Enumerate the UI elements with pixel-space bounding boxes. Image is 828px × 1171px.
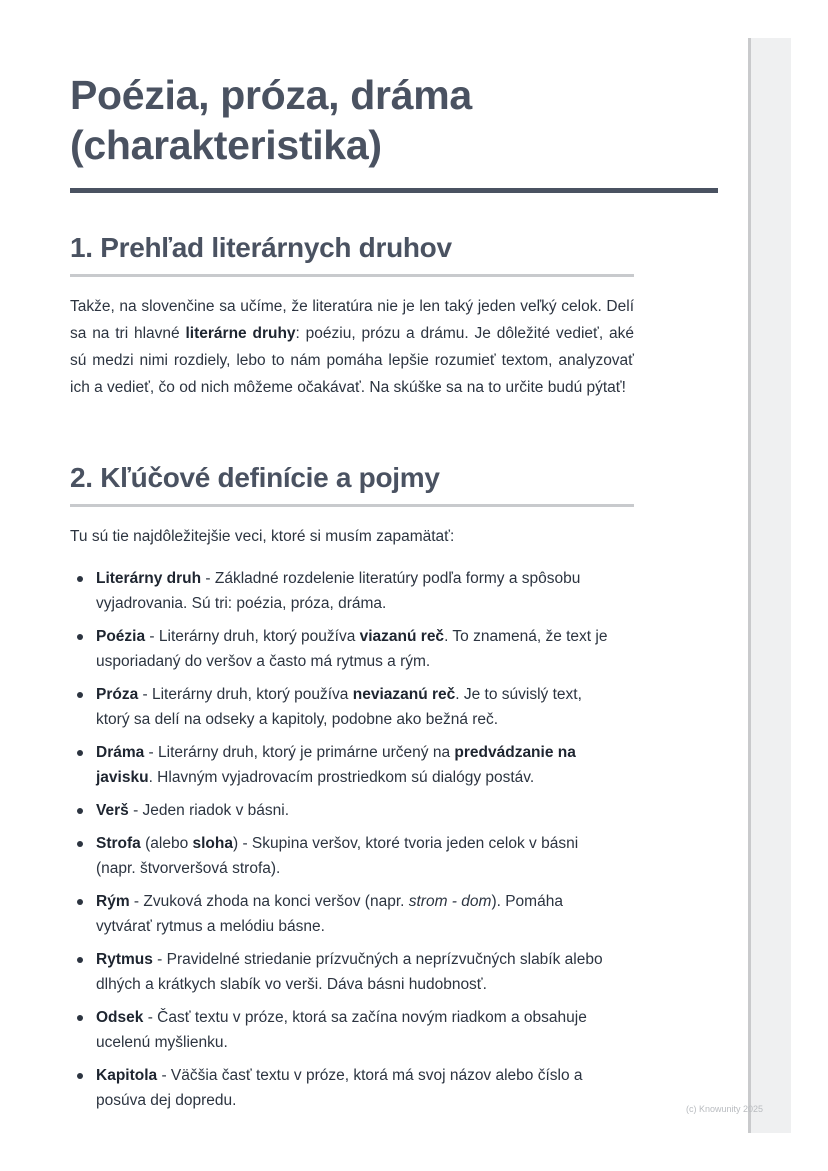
definitions-intro: Tu sú tie najdôležitejšie veci, ktoré si musím zapamätať:: [70, 528, 455, 545]
list-item: Rytmus - Pravidelné striedanie prízvučných a neprízvučných slabík alebo dlhých a krátkych slabík vo verši. Dáva básni hudobnosť.: [70, 947, 610, 997]
list-item: Kapitola - Väčšia časť textu v próze, ktorá má svoj názov alebo číslo a posúva dej dopredu.: [70, 1063, 610, 1113]
section-definitions: [70, 460, 634, 1121]
list-item: Poézia - Literárny druh, ktorý používa viazanú reč. To znamená, že text je usporiadaný do veršov a často má rytmus a rým.: [70, 624, 610, 674]
copyright-footer: (c) Knowunity 2025: [686, 1104, 764, 1114]
list-item: Odsek - Časť textu v próze, ktorá sa začína novým riadkom a obsahuje ucelenú myšlienku.: [70, 1005, 610, 1055]
section-overview: [70, 230, 634, 401]
side-scroll-strip: [748, 38, 791, 1133]
section-divider: [70, 274, 634, 277]
section-heading: 2. Kľúčové definície a pojmy: [70, 462, 440, 493]
list-item: Rým - Zvuková zhoda na konci veršov (napr. strom - dom). Pomáha vytvárať rytmus a melódiu básne.: [70, 889, 610, 939]
title-divider: [70, 188, 718, 193]
section-heading: 1. Prehľad literárnych druhov: [70, 232, 452, 263]
definitions-list: [70, 566, 610, 1113]
title-line-2: (charakteristika): [70, 122, 382, 168]
list-item: Dráma - Literárny druh, ktorý je primárne určený na predvádzanie na javisku. Hlavným vyjadrovacím prostriedkom sú dialógy postáv.: [70, 740, 610, 790]
list-item: Próza - Literárny druh, ktorý používa neviazanú reč. Je to súvislý text, ktorý sa delí na odseky a kapitoly, podobne ako bežná reč.: [70, 682, 610, 732]
list-item: Verš - Jeden riadok v básni.: [70, 798, 610, 823]
list-item: Literárny druh - Základné rozdelenie literatúry podľa formy a spôsobu vyjadrovania. Sú tri: poézia, próza, dráma.: [70, 566, 610, 616]
overview-paragraph: Takže, na slovenčine sa učíme, že literatúra nie je len taký jeden veľký celok. Delí sa na tri hlavné literárne druhy: poéziu, prózu a drámu. Je dôležité vedieť, aké sú medzi nimi rozdiely, lebo to nám pomáha lepšie rozumieť textom, analyzovať ich a vedieť, čo od nich môžeme očakávať. Na skúške sa na to určite budú pýtať!: [70, 298, 634, 396]
page-title: [70, 70, 718, 170]
list-item: Strofa (alebo sloha) - Skupina veršov, ktoré tvoria jeden celok v básni (napr. štvorveršová strofa).: [70, 831, 610, 881]
title-line-1: Poézia, próza, dráma: [70, 72, 472, 118]
section-divider: [70, 504, 634, 507]
document-page: [70, 70, 718, 1109]
